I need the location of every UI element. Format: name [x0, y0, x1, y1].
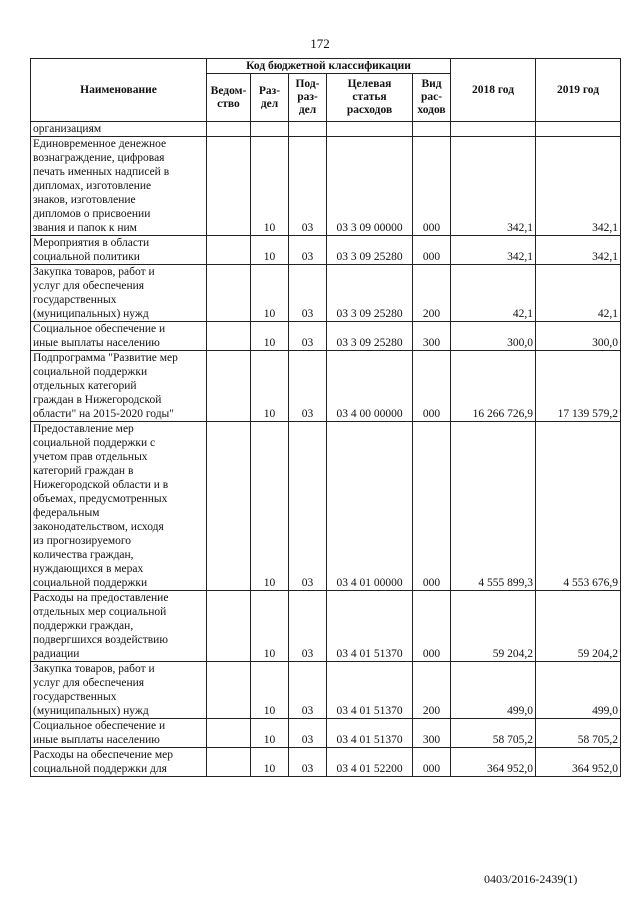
table-row: [31, 591, 621, 662]
row-vr: 200: [413, 662, 451, 719]
row-csr: 03 3 09 25280: [327, 236, 413, 265]
row-2019: 342,1: [536, 137, 621, 236]
row-ved: [207, 591, 251, 662]
table-row: [31, 137, 621, 236]
row-name: Предоставление мер социальной поддержки с учетом прав отдельных категорий граждан в Нижегородской области и в объемах, предусмотренных федеральным законодательством, исходя из прогнозируемого количества граждан, нуждающихся в мерах социальной поддержки: [31, 422, 207, 591]
row-razdel: [251, 122, 289, 137]
row-csr: 03 4 01 00000: [327, 422, 413, 591]
row-2018: 4 555 899,3: [451, 422, 536, 591]
row-vr: 000: [413, 422, 451, 591]
row-csr: 03 3 09 25280: [327, 265, 413, 322]
row-name: Мероприятия в области социальной политики: [31, 236, 207, 265]
row-csr: 03 4 01 52200: [327, 748, 413, 777]
table-row: [31, 236, 621, 265]
row-csr: 03 4 01 51370: [327, 719, 413, 748]
header-ved: Ведом- ство: [207, 74, 251, 122]
row-vr: 000: [413, 137, 451, 236]
row-name: Закупка товаров, работ и услуг для обеспечения государственных (муниципальных) нужд: [31, 662, 207, 719]
row-name: Расходы на предоставление отдельных мер социальной поддержки граждан, подвергшихся воздействию радиации: [31, 591, 207, 662]
row-podrazdel: 03: [289, 422, 327, 591]
row-2018: 364 952,0: [451, 748, 536, 777]
row-csr: 03 3 09 25280: [327, 322, 413, 351]
row-razdel: 10: [251, 748, 289, 777]
row-podrazdel: 03: [289, 591, 327, 662]
row-razdel: 10: [251, 719, 289, 748]
document-id: 0403/2016-2439(1): [484, 872, 578, 886]
row-razdel: 10: [251, 422, 289, 591]
budget-table: [30, 58, 621, 777]
row-razdel: 10: [251, 351, 289, 422]
row-vr: 300: [413, 322, 451, 351]
row-vr: 300: [413, 719, 451, 748]
row-razdel: 10: [251, 322, 289, 351]
row-podrazdel: 03: [289, 662, 327, 719]
row-2018: 342,1: [451, 137, 536, 236]
row-vr: 200: [413, 265, 451, 322]
row-2018: 300,0: [451, 322, 536, 351]
header-vr: Вид рас- ходов: [413, 74, 451, 122]
row-vr: [413, 122, 451, 137]
row-ved: [207, 719, 251, 748]
row-podrazdel: [289, 122, 327, 137]
table-row: [31, 351, 621, 422]
row-podrazdel: 03: [289, 719, 327, 748]
row-vr: 000: [413, 236, 451, 265]
row-name: Единовременное денежное вознаграждение, цифровая печать именных надписей в дипломах, изготовление знаков, изготовление дипломов о присвоении звания и папок к ним: [31, 137, 207, 236]
table-row: [31, 265, 621, 322]
row-csr: 03 4 01 51370: [327, 662, 413, 719]
header-2018: 2018 год: [451, 59, 536, 122]
row-razdel: 10: [251, 591, 289, 662]
row-2018: 59 204,2: [451, 591, 536, 662]
row-ved: [207, 265, 251, 322]
table-row: [31, 422, 621, 591]
row-name: Социальное обеспечение и иные выплаты населению: [31, 719, 207, 748]
row-razdel: 10: [251, 662, 289, 719]
row-podrazdel: 03: [289, 265, 327, 322]
table-body: [31, 122, 621, 777]
row-csr: [327, 122, 413, 137]
header-name: Наименование: [31, 59, 207, 122]
table-row: [31, 322, 621, 351]
row-2018: 499,0: [451, 662, 536, 719]
row-vr: 000: [413, 351, 451, 422]
header-razdel: Раз- дел: [251, 74, 289, 122]
row-vr: 000: [413, 748, 451, 777]
row-ved: [207, 236, 251, 265]
row-name: Подпрограмма "Развитие мер социальной поддержки отдельных категорий граждан в Нижегородской области" на 2015-2020 годы": [31, 351, 207, 422]
table-row: [31, 122, 621, 137]
row-razdel: 10: [251, 236, 289, 265]
table-row: [31, 719, 621, 748]
row-ved: [207, 322, 251, 351]
row-razdel: 10: [251, 265, 289, 322]
row-2019: 4 553 676,9: [536, 422, 621, 591]
table-row: [31, 662, 621, 719]
page-number: 172: [310, 36, 330, 51]
header-podrazdel: Под- раз- дел: [289, 74, 327, 122]
row-2019: [536, 122, 621, 137]
row-podrazdel: 03: [289, 236, 327, 265]
row-2019: 42,1: [536, 265, 621, 322]
row-ved: [207, 748, 251, 777]
header-csr: Целевая статья расходов: [327, 74, 413, 122]
row-2018: 16 266 726,9: [451, 351, 536, 422]
row-name: организациям: [31, 122, 207, 137]
row-2019: 59 204,2: [536, 591, 621, 662]
row-razdel: 10: [251, 137, 289, 236]
row-ved: [207, 422, 251, 591]
row-2018: 342,1: [451, 236, 536, 265]
row-2019: 58 705,2: [536, 719, 621, 748]
row-name: Расходы на обеспечение мер социальной поддержки для: [31, 748, 207, 777]
row-ved: [207, 137, 251, 236]
header-code-group: Код бюджетной классификации: [207, 59, 451, 74]
row-csr: 03 4 01 51370: [327, 591, 413, 662]
row-2019: 300,0: [536, 322, 621, 351]
row-podrazdel: 03: [289, 137, 327, 236]
row-csr: 03 3 09 00000: [327, 137, 413, 236]
row-podrazdel: 03: [289, 351, 327, 422]
row-2018: [451, 122, 536, 137]
row-csr: 03 4 00 00000: [327, 351, 413, 422]
row-ved: [207, 351, 251, 422]
table-row: [31, 748, 621, 777]
header-2019: 2019 год: [536, 59, 621, 122]
row-2019: 342,1: [536, 236, 621, 265]
row-name: Закупка товаров, работ и услуг для обеспечения государственных (муниципальных) нужд: [31, 265, 207, 322]
row-2018: 42,1: [451, 265, 536, 322]
row-name: Социальное обеспечение и иные выплаты населению: [31, 322, 207, 351]
row-ved: [207, 662, 251, 719]
row-2018: 58 705,2: [451, 719, 536, 748]
row-2019: 364 952,0: [536, 748, 621, 777]
row-podrazdel: 03: [289, 748, 327, 777]
row-vr: 000: [413, 591, 451, 662]
row-2019: 499,0: [536, 662, 621, 719]
row-ved: [207, 122, 251, 137]
row-2019: 17 139 579,2: [536, 351, 621, 422]
row-podrazdel: 03: [289, 322, 327, 351]
